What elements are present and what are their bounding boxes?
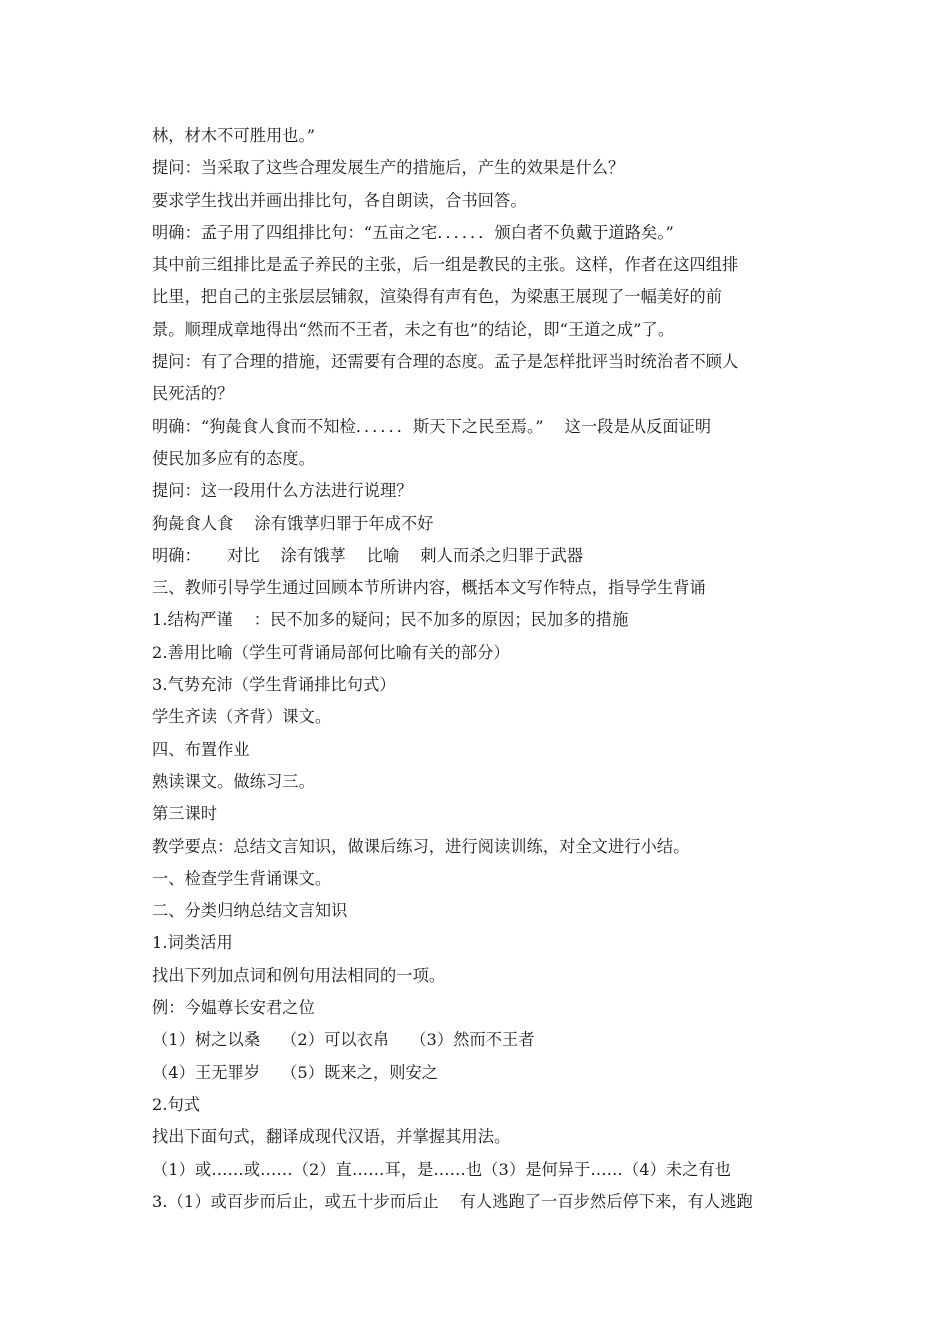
list-item: 3.气势充沛（学生背诵排比句式） (152, 675, 396, 695)
text-line: 林，材木不可胜用也。” (152, 126, 316, 145)
text-line: 教学要点：总结文言知识，做课后练习，进行阅读训练，对全文进行小结。 (152, 836, 690, 856)
text-line: 找出下面句式，翻译成现代汉语，并掌握其用法。 (152, 1127, 511, 1147)
text-line: （1）树之以桑 （2）可以衣帛 （3）然而不王者 (152, 1030, 535, 1050)
text-line: （1）或……或……（2）直……耳，是……也（3）是何异于……（4）未之有也 (152, 1159, 732, 1179)
list-item: 2.善用比喻（学生可背诵局部何比喻有关的部分） (152, 642, 510, 662)
document-body (152, 120, 812, 1218)
text-line: 找出下列加点词和例句用法相同的一项。 (152, 965, 446, 985)
answer-line: 明确： 对比 涂有饿莩 比喻 刺人而杀之归罪于武器 (152, 545, 584, 565)
text-line: 例：今媪尊长安君之位 (152, 998, 315, 1018)
question-line: 提问：有了合理的措施，还需要有合理的态度。孟子是怎样批评当时统治者不顾人 (152, 352, 739, 372)
text-line: 其中前三组排比是孟子养民的主张，后一组是教民的主张。这样，作者在这四组排 (152, 255, 739, 275)
text-line: 景。顺理成章地得出“然而不王者，未之有也”的结论，即“王道之成”了。 (152, 319, 675, 339)
list-item: 1.词类活用 (152, 933, 233, 953)
list-item: 1.结构严谨 ：民不加多的疑问；民不加多的原因；民加多的措施 (152, 610, 629, 630)
text-line: 熟读课文。做练习三。 (152, 771, 315, 791)
section-heading: 一、检查学生背诵课文。 (152, 868, 332, 888)
text-line: 学生齐读（齐背）课文。 (152, 707, 332, 727)
answer-line: 明确：孟子用了四组排比句：“五亩之宅．．．．．．颁白者不负戴于道路矣。” (152, 222, 674, 242)
lesson-heading: 第三课时 (152, 804, 218, 824)
list-item: 3.（1）或百步而后止，或五十步而后止 有人逃跑了一百步然后停下来，有人逃跑 (152, 1191, 753, 1211)
section-heading: 二、分类归纳总结文言知识 (152, 901, 348, 921)
section-heading: 四、布置作业 (152, 739, 250, 759)
section-heading: 三、教师引导学生通过回顾本节所讲内容，概括本文写作特点，指导学生背诵 (152, 578, 706, 598)
text-line: 狗彘食人食 涂有饿莩归罪于年成不好 (152, 513, 434, 533)
text-line: 使民加多应有的态度。 (152, 448, 315, 468)
text-line: （4）王无罪岁 （5）既来之，则安之 (152, 1062, 439, 1082)
answer-line: 明确：“狗彘食人食而不知检．．．．．．斯天下之民至焉。” 这一段是从反面证明 (152, 416, 712, 436)
list-item: 2.句式 (152, 1094, 201, 1114)
question-line: 提问：这一段用什么方法进行说理？ (152, 481, 413, 501)
text-line: 比里，把自己的主张层层铺叙，渲染得有声有色，为梁惠王展现了一幅美好的前 (152, 287, 723, 307)
text-line: 民死活的？ (152, 384, 234, 404)
text-line: 要求学生找出并画出排比句，各自朗读，合书回答。 (152, 190, 527, 210)
question-line: 提问：当采取了这些合理发展生产的措施后，产生的效果是什么？ (152, 158, 625, 178)
